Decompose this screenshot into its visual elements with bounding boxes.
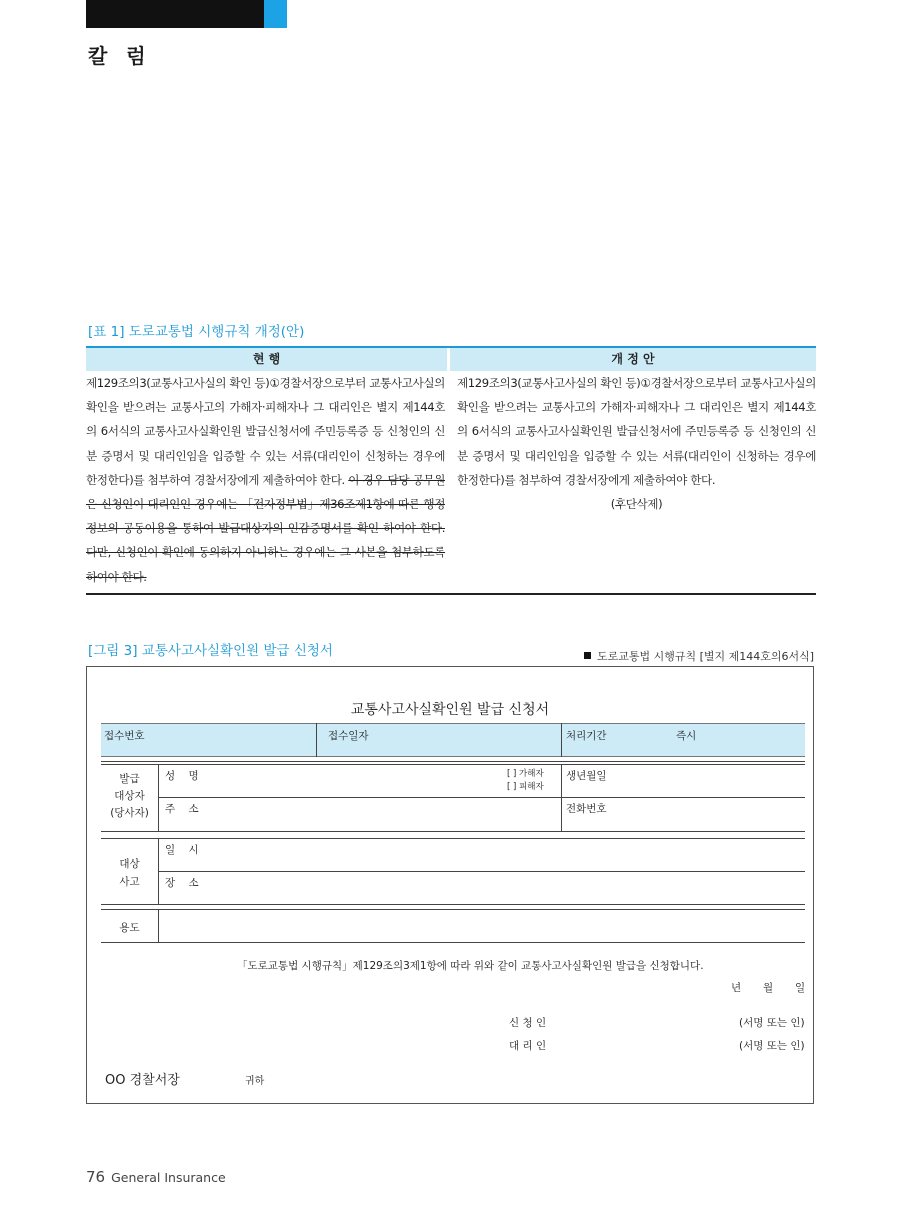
accident-label-divider	[158, 838, 159, 904]
form-title: 교통사고사실확인원 발급 신청서	[350, 702, 550, 718]
square-bullet-icon	[584, 652, 591, 659]
datetime-label: 일 시	[165, 844, 199, 856]
name-label: 성 명	[165, 770, 199, 782]
phone-label: 전화번호	[566, 803, 607, 815]
accident-label-line2: 사고	[119, 876, 140, 888]
target-right-divider	[561, 764, 562, 831]
processing-period-value: 즉시	[676, 730, 697, 742]
publication-name: General Insurance	[111, 1170, 226, 1185]
place-label: 장 소	[165, 877, 199, 889]
victim-checkbox[interactable]: [ ] 피해자	[507, 782, 544, 792]
applicant-signature-note: (서명 또는 인)	[739, 1017, 805, 1029]
form-statement: 「도로교통법 시행규칙」제129조의3제1항에 따라 위와 같이 교통사고사실확인원 발급을 신청합니다.	[237, 960, 704, 972]
header-current: 현 행	[86, 348, 450, 371]
current-text-cell	[86, 371, 445, 589]
receipt-no-label: 접수번호	[104, 730, 145, 742]
purpose-label: 용도	[119, 922, 140, 934]
amendment-table-body	[86, 371, 816, 595]
agent-label: 대 리 인	[509, 1040, 547, 1052]
revised-text: 제129조의3(교통사고사실의 확인 등)①경찰서장으로부터 교통사고사실의 확인을 받으려는 교통사고의 가해자·피해자나 그 대리인은 별지 제144호의 6서식의 교통사고사실확인원 발급신청서에 주민등록증 등 신청인의 신분 증명서 및 대리인임을 입증할 수 있는 서류(대리인이 신청하는 경우에 한정한다)를 첨부하여 경찰서장에게 제출하여야 한다.	[457, 376, 816, 487]
receipt-row	[101, 723, 805, 757]
receipt-divider-1	[316, 723, 317, 757]
date-month-label: 월	[763, 982, 774, 994]
agent-signature-note: (서명 또는 인)	[739, 1040, 805, 1052]
rule-accident-bottom	[101, 904, 805, 905]
honorific-label: 귀하	[245, 1076, 265, 1087]
date-day-label: 일	[795, 982, 806, 994]
target-label-line1: 발급	[119, 773, 140, 785]
target-label-line3: (당사자)	[110, 807, 149, 819]
page-footer	[86, 1168, 226, 1186]
page-number: 76	[86, 1168, 106, 1186]
current-text: 제129조의3(교통사고사실의 확인 등)①경찰서장으로부터 교통사고사실의 확인을 받으려는 교통사고의 가해자·피해자나 그 대리인은 별지 제144호의 6서식의 교통사고사실확인원 발급신청서에 주민등록증 등 신청인의 신분 증명서 및 대리인임을 입증할 수 있는 서류(대리인이 신청하는 경우에 한정한다)를 첨부하여 경찰서장에게 제출하여야 한다.	[86, 376, 445, 487]
role-options	[507, 768, 544, 794]
date-year-label: 년	[731, 982, 742, 994]
address-label: 주 소	[165, 803, 199, 815]
recipient-label: OO 경찰서장	[105, 1073, 180, 1088]
rule-target-top-a	[101, 761, 805, 762]
figure3-caption: [그림 3] 교통사고사실확인원 발급 신청서	[88, 643, 333, 659]
target-label-line2: 대상자	[114, 790, 145, 802]
form-reference-text: 도로교통법 시행규칙 [별지 제144호의6서식]	[597, 650, 815, 663]
table1-caption: [표 1] 도로교통법 시행규칙 개정(안)	[88, 324, 305, 340]
header-revised: 개 정 안	[611, 352, 655, 366]
accident-label-line1: 대상	[119, 858, 140, 870]
rule-purpose-top	[101, 909, 805, 910]
rule-accident-top	[101, 838, 805, 839]
offender-checkbox[interactable]: [ ] 가해자	[507, 769, 544, 779]
rule-target-bottom	[101, 831, 805, 832]
receipt-date-label: 접수일자	[328, 730, 369, 742]
rule-name-address	[158, 797, 805, 798]
amendment-table-header	[86, 346, 816, 371]
current-deleted-text: 이 경우 담당 공무원은 신청인이 대리인인 경우에는 「전자정부법」제36조제1항에 따른 행정정보의 공동이용을 통하여 발급대상자의 인감증명서를 확인 하여야 한다. 다만, 신청인이 확인에 동의하지 아니하는 경우에는 그 사본을 첨부하도록 하여야 한다.	[86, 472, 445, 584]
rule-datetime-place	[158, 871, 805, 872]
purpose-label-divider	[158, 909, 159, 942]
processing-period-label: 처리기간	[566, 730, 607, 742]
target-label	[101, 771, 158, 822]
amendment-table	[86, 346, 816, 595]
applicant-label: 신 청 인	[509, 1017, 547, 1029]
section-title: 칼 럼	[88, 44, 152, 68]
receipt-divider-2	[561, 723, 562, 757]
header-blue-bar	[264, 0, 287, 28]
header-black-bar	[86, 0, 264, 28]
form-reference	[584, 648, 814, 664]
accident-label	[101, 855, 158, 891]
birth-label: 생년월일	[566, 770, 607, 782]
target-label-divider	[158, 764, 159, 831]
rule-purpose-bottom	[101, 942, 805, 943]
revised-note: (후단삭제)	[610, 497, 663, 512]
application-form	[86, 666, 814, 1104]
rule-target-top-b	[101, 764, 805, 765]
revised-text-cell	[457, 371, 816, 589]
